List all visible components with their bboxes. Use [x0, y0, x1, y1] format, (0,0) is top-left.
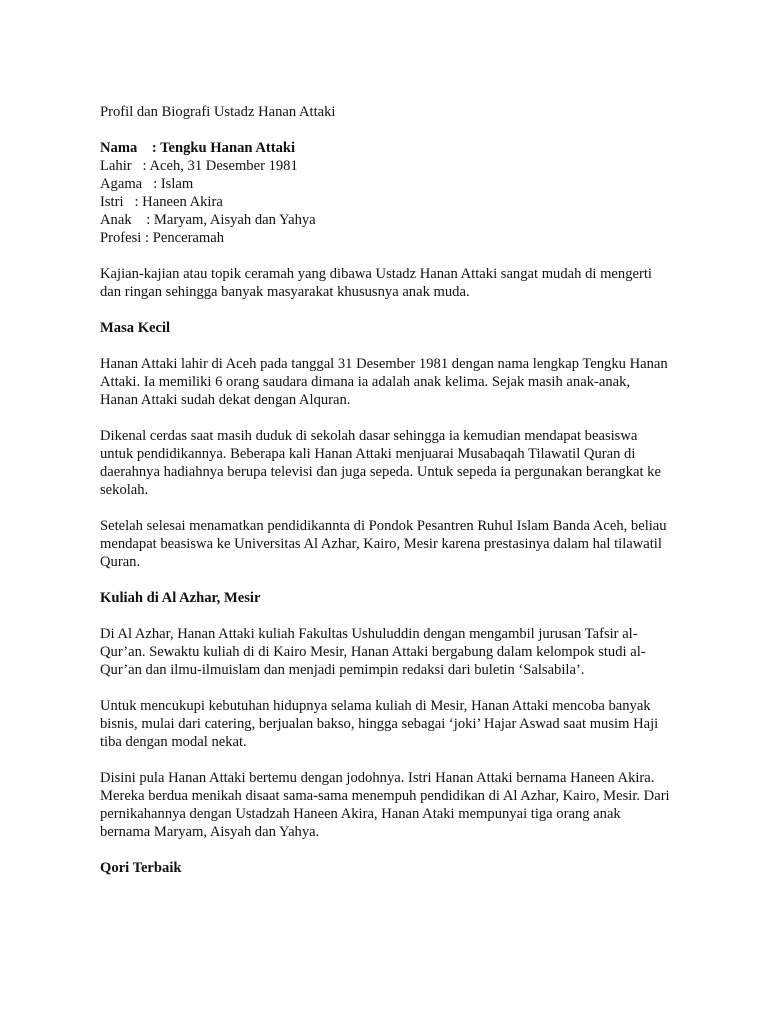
section-heading-kuliah: Kuliah di Al Azhar, Mesir — [100, 590, 261, 606]
profile-value: Penceramah — [152, 230, 225, 246]
profile-row-agama: Agama : Islam — [100, 176, 194, 192]
paragraph: Disini pula Hanan Attaki bertemu dengan jodohnya. Istri Hanan Attaki bernama Haneen Akira. Mereka berdua menikah disaat sama-sama menempuh pendidikan di Al Azhar, Kairo, Mesir. Dari pernikahannya dengan Ustadzah Haneen Akira, Hanan Ataki mempunyai tiga orang anak bernama Maryam, Aisyah dan Yahya. — [100, 770, 670, 840]
intro-paragraph: Kajian-kajian atau topik ceramah yang dibawa Ustadz Hanan Attaki sangat mudah di mengerti dan ringan sehingga banyak masyarakat khususnya anak muda. — [100, 266, 652, 300]
profile-block — [100, 139, 670, 247]
paragraph: Di Al Azhar, Hanan Attaki kuliah Fakultas Ushuluddin dengan mengambil jurusan Tafsir al-Qur’an. Sewaktu kuliah di di Kairo Mesir, Hanan Attaki bergabung dalam kelompok studi al-Qur’an dan ilmu-ilmuislam dan menjadi pemimpin redaksi dari buletin ‘Salsabila’. — [100, 626, 646, 678]
paragraph: Dikenal cerdas saat masih duduk di sekolah dasar sehingga ia kemudian mendapat beasiswa untuk pendidikannya. Beberapa kali Hanan Attaki menjuarai Musabaqah Tilawatil Quran di daerahnya hadiahnya berupa televisi dan juga sepeda. Untuk sepeda ia pergunakan berangkat ke sekolah. — [100, 428, 661, 498]
profile-value: Maryam, Aisyah dan Yahya — [153, 212, 316, 228]
profile-row-anak: Anak : Maryam, Aisyah dan Yahya — [100, 212, 316, 228]
profile-label: Anak — [100, 212, 132, 228]
profile-row-profesi: Profesi : Penceramah — [100, 230, 225, 246]
profile-value: Tengku Hanan Attaki — [160, 140, 296, 156]
profile-label: Istri — [100, 194, 124, 210]
profile-row-nama: Nama : Tengku Hanan Attaki — [100, 140, 296, 156]
profile-label: Lahir — [100, 158, 132, 174]
section-heading-masa-kecil: Masa Kecil — [100, 320, 171, 336]
paragraph: Hanan Attaki lahir di Aceh pada tanggal 31 Desember 1981 dengan nama lengkap Tengku Hanan Attaki. Ia memiliki 6 orang saudara dimana ia adalah anak kelima. Sejak masih anak-anak, Hanan Attaki sudah dekat dengan Alquran. — [100, 356, 668, 408]
profile-label: Profesi — [100, 230, 142, 246]
profile-value: Haneen Akira — [142, 194, 223, 210]
document-title: Profil dan Biografi Ustadz Hanan Attaki — [100, 104, 336, 120]
profile-label: Agama — [100, 176, 143, 192]
section-heading-qori-terbaik: Qori Terbaik — [100, 860, 182, 876]
paragraph: Setelah selesai menamatkan pendidikannta di Pondok Pesantren Ruhul Islam Banda Aceh, beliau mendapat beasiswa ke Universitas Al Azhar, Kairo, Mesir karena prestasinya dalam hal tilawatil Quran. — [100, 518, 667, 570]
document-body — [100, 103, 670, 877]
profile-row-istri: Istri : Haneen Akira — [100, 194, 223, 210]
profile-label: Nama — [100, 140, 138, 156]
profile-value: Islam — [160, 176, 194, 192]
paragraph: Untuk mencukupi kebutuhan hidupnya selama kuliah di Mesir, Hanan Attaki mencoba banyak bisnis, mulai dari catering, berjualan bakso, hingga sebagai ‘joki’ Hajar Aswad saat musim Haji tiba dengan modal nekat. — [100, 698, 659, 750]
profile-value: Aceh, 31 Desember 1981 — [149, 158, 298, 174]
profile-row-lahir: Lahir : Aceh, 31 Desember 1981 — [100, 158, 298, 174]
